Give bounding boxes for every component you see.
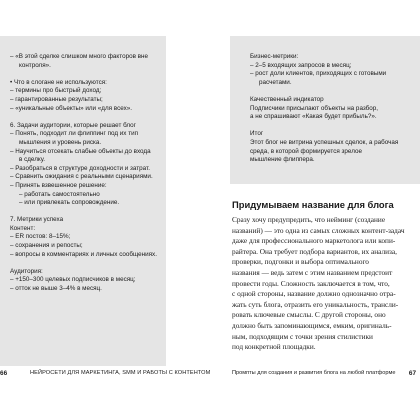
body-line: провести годы. Сложность заключается в том, что, — [232, 278, 390, 288]
box-line: – гарантированные результаты; — [10, 95, 103, 103]
box-line: – Принять взвешенное решение: — [10, 181, 107, 189]
body-line: должно быть запоминающимся, емким, оригиналь- — [232, 320, 392, 330]
box-line: • Что в слогане не используются: — [10, 78, 107, 86]
body-line: райтера. Она требует подбора вариантов, их анализа, — [232, 246, 397, 256]
box-line: 7. Метрики успеха — [10, 216, 64, 224]
box-line: мышление флиппера. — [250, 156, 315, 164]
left-page-prompt-box — [0, 36, 166, 366]
box-line: – термины про быстрый доход; — [10, 87, 102, 95]
box-line: Качественный индикатор — [250, 95, 324, 103]
box-line: контроля». — [19, 61, 51, 69]
box-line: – «В этой сделке слишком много факторов вне — [10, 53, 148, 60]
body-line: названий) — это одна из самых сложных контент-задач — [232, 225, 405, 235]
box-line: – отток не выше 3–4% в месяц. — [10, 285, 102, 293]
box-line: – ER постов: 8–15%; — [10, 233, 71, 241]
body-line: под конкретной площадки. — [232, 342, 316, 352]
box-line: в сделку. — [19, 156, 45, 164]
body-line: ровать ключевые смыслы. С другой стороны, оно — [232, 310, 386, 320]
box-line: мышления и уровень риска. — [19, 138, 102, 146]
body-line: проверки, подгонки и выбора оптимального — [232, 257, 369, 267]
body-line: жать суть блога, отразить его уникальность, трансли- — [232, 299, 399, 309]
page-number: 66 — [0, 370, 8, 377]
box-line: – Сравнить ожидания с реальными сценариями. — [10, 173, 153, 181]
box-line: – работать самостоятельно — [19, 190, 100, 198]
body-line: ным, подходящим с точки зрения стилистики — [232, 331, 373, 341]
box-line: среда, в которой формируется зрелое — [250, 147, 362, 155]
box-line: – Научиться отсекать слабые объекты до входа — [10, 147, 151, 155]
box-line: – Разобраться в структуре доходности и затрат. — [10, 164, 150, 172]
right-page-prompt-box — [230, 36, 420, 184]
body-paragraph — [232, 215, 418, 353]
box-line: а не спрашивают «Какая будет прибыль?». — [250, 113, 377, 121]
box-line: Бизнес-метрики: — [250, 53, 299, 60]
box-line: – вопросы в комментариях и личных сообщениях. — [10, 250, 157, 258]
box-line: Контент: — [10, 224, 36, 232]
page-number: 67 — [408, 370, 416, 377]
box-line: расчетами. — [259, 78, 292, 86]
body-line: названия — ведь затем с этим названием предстоит — [232, 267, 393, 277]
box-line: Этот блог не витрина успешных сделок, а рабочая — [250, 138, 399, 146]
box-line: – Понять, подходит ли флиппинг под их тип — [10, 130, 139, 138]
body-line: с одной стороны, название должно однозначно отра- — [232, 289, 396, 299]
box-line: Подписчики присылают объекты на разбор, — [250, 104, 379, 112]
section-heading: Придумываем название для блога — [232, 199, 394, 210]
body-line: даже для профессионального маркетолога или копи- — [232, 236, 396, 246]
box-line: Аудитория: — [10, 267, 43, 275]
box-line: – рост доли клиентов, приходящих с готовыми — [250, 70, 387, 78]
box-line: – 2–5 входящих запросов в месяц; — [250, 61, 352, 69]
box-line: – или привлекать сопровождение. — [19, 199, 120, 207]
box-line: – +150–300 целевых подписчиков в месяц; — [10, 276, 136, 284]
box-line: – «уникальные объекты» или «для всех». — [10, 104, 132, 112]
running-title: НЕЙРОСЕТИ ДЛЯ МАРКЕТИНГА, SMM И РАБОТЫ С КОНТЕНТОМ — [30, 370, 211, 376]
box-line: Итог — [250, 130, 264, 138]
running-title: Промпты для создания и развития блога на любой платформе — [232, 370, 396, 376]
body-line: Сразу хочу предупредить, что нейминг (создание — [232, 215, 386, 224]
box-line: – сохранения и репосты; — [10, 242, 83, 250]
box-line: 6. Задачи аудитории, которые решает блог — [10, 121, 136, 129]
